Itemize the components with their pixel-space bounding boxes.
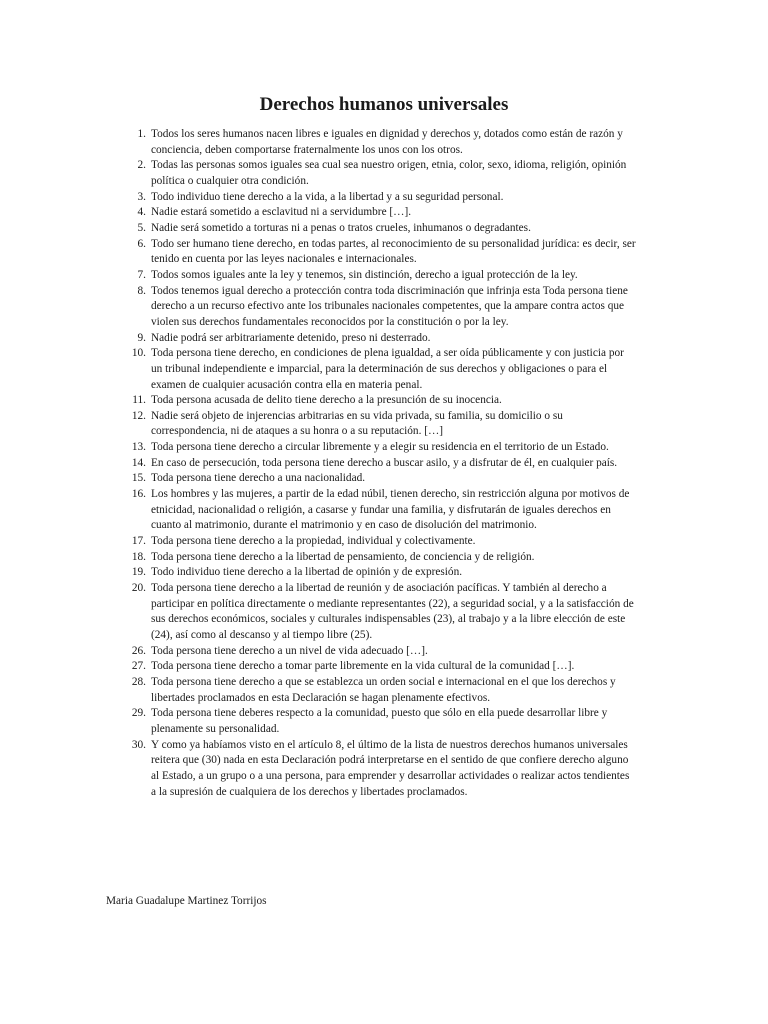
item-number: 3. bbox=[137, 190, 146, 203]
item-text: Nadie será objeto de injerencias arbitrarias en su vida privada, su familia, su domicilio o su correspondencia, ni de ataques a su honra o a su reputación. […] bbox=[151, 409, 563, 438]
item-number: 5. bbox=[137, 221, 146, 234]
item-number: 19. bbox=[131, 566, 146, 579]
item-text: Todos somos iguales ante la ley y tenemos, sin distinción, derecho a igual protección de la ley. bbox=[151, 268, 578, 281]
item-number: 15. bbox=[131, 472, 146, 485]
list-item bbox=[118, 644, 636, 660]
list-item bbox=[118, 581, 636, 644]
item-number: 14. bbox=[131, 456, 146, 469]
list-item bbox=[118, 158, 636, 189]
item-number: 11. bbox=[132, 394, 146, 407]
item-text: Toda persona tiene derecho, en condiciones de plena igualdad, a ser oída públicamente y con justicia por un tribunal independiente e imparcial, para la determinación de sus derechos y obligaciones o para el examen de cualquier acusación contra ella en materia penal. bbox=[151, 347, 624, 391]
list-item bbox=[118, 487, 636, 534]
item-text: Todo ser humano tiene derecho, en todas partes, al reconocimiento de su personalidad jurídica: es decir, ser tenido en cuenta por las leyes nacionales e internacionales. bbox=[151, 237, 636, 266]
item-text: Nadie estará sometido a esclavitud ni a servidumbre […]. bbox=[151, 206, 412, 219]
item-text: Toda persona tiene derecho a tomar parte libremente en la vida cultural de la comunidad […]. bbox=[151, 660, 575, 673]
item-number: 10. bbox=[131, 347, 146, 360]
list-item bbox=[118, 221, 636, 237]
list-item bbox=[118, 393, 636, 409]
item-number: 7. bbox=[137, 268, 146, 281]
item-number: 8. bbox=[137, 284, 146, 297]
item-number: 9. bbox=[137, 331, 146, 344]
item-text: Los hombres y las mujeres, a partir de la edad núbil, tienen derecho, sin restricción alguna por motivos de etnicidad, nacionalidad o religión, a casarse y fundar una familia, y disfrutarán de iguales derechos en cuanto al matrimonio, durante el matrimonio y en caso de disolución del matrimonio. bbox=[151, 488, 630, 532]
item-number: 12. bbox=[131, 409, 146, 422]
list-item bbox=[118, 284, 636, 331]
item-number: 17. bbox=[131, 535, 146, 548]
item-number: 29. bbox=[131, 707, 146, 720]
item-text: Toda persona tiene derecho a la propiedad, individual y colectivamente. bbox=[151, 535, 476, 548]
list-item bbox=[118, 127, 636, 158]
rights-list bbox=[118, 127, 636, 800]
item-number: 18. bbox=[131, 550, 146, 563]
item-text: Toda persona acusada de delito tiene derecho a la presunción de su inocencia. bbox=[151, 394, 502, 407]
list-item bbox=[118, 550, 636, 566]
list-item bbox=[118, 659, 636, 675]
item-number: 20. bbox=[131, 582, 146, 595]
item-text: Todo individuo tiene derecho a la vida, a la libertad y a su seguridad personal. bbox=[151, 190, 504, 203]
item-number: 16. bbox=[131, 488, 146, 501]
item-text: En caso de persecución, toda persona tiene derecho a buscar asilo, y a disfrutar de él, en cualquier país. bbox=[151, 456, 618, 469]
list-item bbox=[118, 440, 636, 456]
list-item bbox=[118, 456, 636, 472]
list-item bbox=[118, 190, 636, 206]
item-number: 27. bbox=[131, 660, 146, 673]
item-number: 1. bbox=[137, 128, 146, 140]
item-text: Todo individuo tiene derecho a la libertad de opinión y de expresión. bbox=[151, 566, 463, 579]
list-item bbox=[118, 268, 636, 284]
item-text: Todos tenemos igual derecho a protección contra toda discriminación que infrinja esta Toda persona tiene derecho a un recurso efectivo ante los tribunales nacionales competentes, que la ampare contra actos que violen sus derechos fundamentales reconocidos por la constitución o por la ley. bbox=[151, 284, 628, 328]
item-number: 4. bbox=[137, 206, 146, 219]
item-text: Toda persona tiene derecho a la libertad de pensamiento, de conciencia y de religión. bbox=[151, 550, 535, 563]
page-title: Derechos humanos universales bbox=[259, 94, 509, 115]
list-item bbox=[118, 331, 636, 347]
list-item bbox=[118, 675, 636, 706]
item-text: Todos los seres humanos nacen libres e iguales en dignidad y derechos y, dotados como están de razón y conciencia, deben comportarse fraternalmente los unos con los otros. bbox=[151, 128, 623, 156]
list-item bbox=[118, 565, 636, 581]
item-number: 2. bbox=[137, 159, 146, 172]
list-item bbox=[118, 471, 636, 487]
list-item bbox=[118, 706, 636, 737]
item-text: Toda persona tiene deberes respecto a la comunidad, puesto que sólo en ella puede desarrollar libre y plenamente su personalidad. bbox=[151, 707, 608, 735]
list-item bbox=[118, 205, 636, 221]
list-item bbox=[118, 534, 636, 550]
author-name: Maria Guadalupe Martinez Torrijos bbox=[106, 895, 267, 907]
list-item bbox=[118, 346, 636, 393]
item-text: Toda persona tiene derecho a que se establezca un orden social e internacional en el que los derechos y libertades proclamados en esta Declaración se hagan plenamente efectivos. bbox=[151, 675, 616, 704]
item-number: 13. bbox=[131, 441, 146, 454]
item-text: Y como ya habíamos visto en el artículo 8, el último de la lista de nuestros derechos humanos universales reitera que (30) nada en esta Declaración podrá interpretarse en el sentido de que confiere derecho alguno al Estado, a un grupo o a una persona, para emprender y desarrollar actividades o realizar actos tendientes a la supresión de cualquiera de los derechos y libertades proclamados. bbox=[151, 738, 630, 798]
list-item bbox=[118, 738, 636, 801]
item-number: 26. bbox=[131, 644, 146, 657]
item-text: Toda persona tiene derecho a un nivel de vida adecuado […]. bbox=[151, 644, 428, 657]
item-number: 28. bbox=[131, 675, 146, 688]
item-text: Toda persona tiene derecho a circular libremente y a elegir su residencia en el territorio de un Estado. bbox=[151, 441, 609, 454]
item-text: Todas las personas somos iguales sea cual sea nuestro origen, etnia, color, sexo, idioma, religión, opinión política o cualquier otra condición. bbox=[151, 159, 627, 187]
item-text: Toda persona tiene derecho a una nacionalidad. bbox=[151, 472, 366, 485]
item-number: 6. bbox=[137, 237, 146, 250]
item-text: Toda persona tiene derecho a la libertad de reunión y de asociación pacíficas. Y también al derecho a participar en política directamente o mediante representantes (22), a seguridad social, y a la satisfacción de sus derechos económicos, sociales y culturales indispensables (23), al trabajo y a la libre elección de este (24), así como al descanso y al tiempo libre (25). bbox=[151, 582, 634, 641]
item-number: 30. bbox=[131, 738, 146, 751]
list-item bbox=[118, 409, 636, 440]
list-item bbox=[118, 237, 636, 268]
item-text: Nadie será sometido a torturas ni a penas o tratos crueles, inhumanos o degradantes. bbox=[151, 221, 531, 234]
item-text: Nadie podrá ser arbitrariamente detenido, preso ni desterrado. bbox=[151, 331, 431, 344]
